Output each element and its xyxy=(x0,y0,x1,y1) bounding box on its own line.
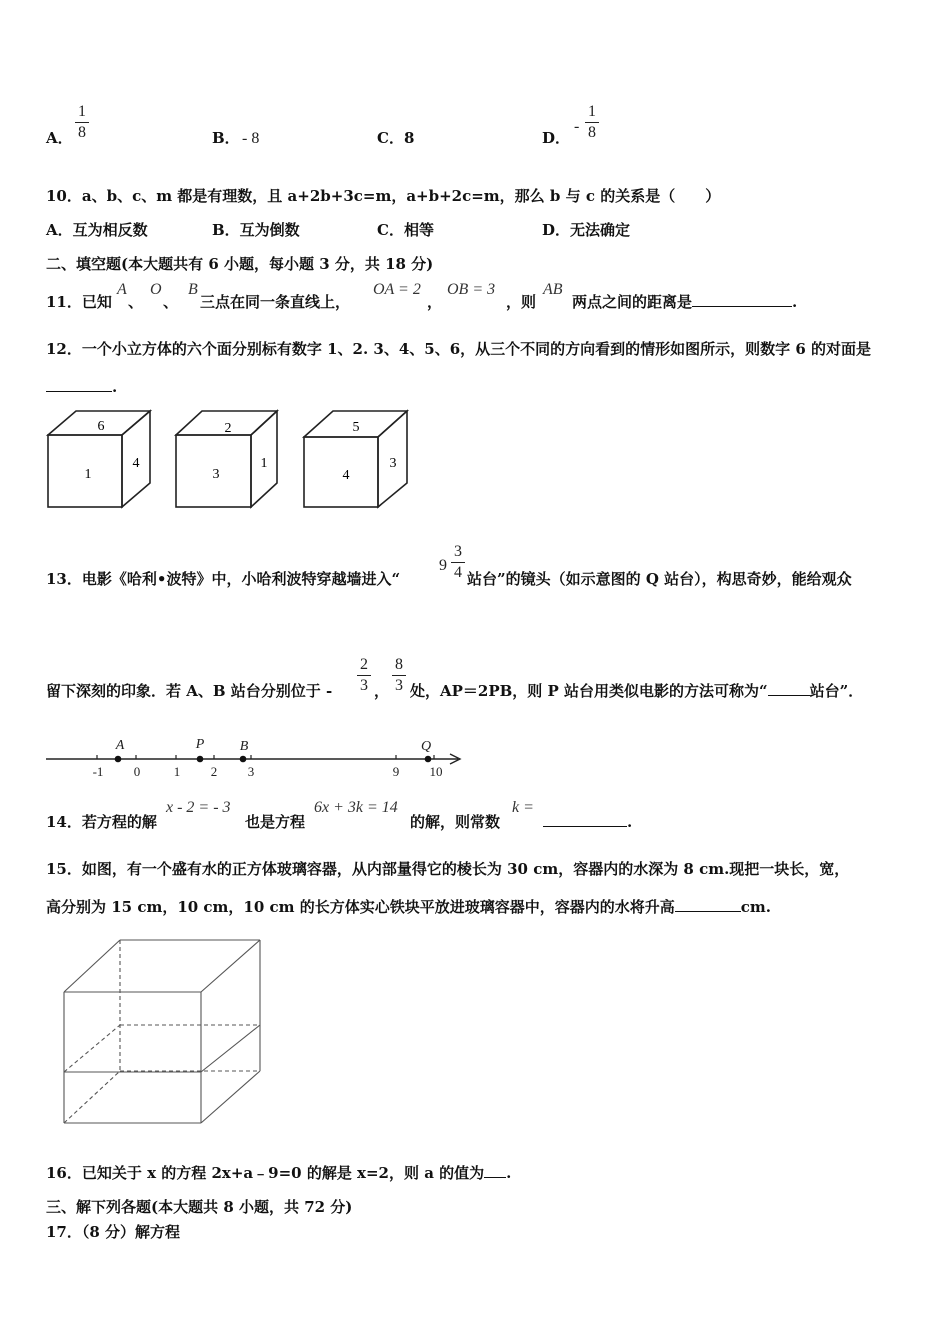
q10-option-d: D．无法确定 xyxy=(542,221,631,239)
tick-label: 10 xyxy=(429,764,443,779)
q11-ab: AB xyxy=(543,281,563,298)
fraction-denominator: 3 xyxy=(395,677,403,694)
q16 xyxy=(46,1164,511,1182)
q10-option-b: B．互为倒数 xyxy=(212,221,300,239)
cube-2-front: 3 xyxy=(212,467,220,482)
q14-prefix: 14．若方程的解 xyxy=(46,813,157,831)
q9-option-a-fraction xyxy=(75,103,89,142)
q11-answer-blank[interactable] xyxy=(692,306,792,307)
q11-point-o: O xyxy=(150,281,162,298)
q9-option-d-label: D． xyxy=(542,129,571,147)
fraction-numerator: 3 xyxy=(454,543,462,560)
cube-2-side: 1 xyxy=(260,456,268,471)
q14-end: . xyxy=(627,813,633,831)
q16-answer-blank[interactable] xyxy=(484,1177,506,1178)
section-3-heading: 三、解下列各题(本大题共 8 小题，共 72 分) xyxy=(46,1198,353,1216)
q9-option-b-value: - 8 xyxy=(242,130,260,147)
q10-option-c: C．相等 xyxy=(377,221,434,239)
tick-label: -1 xyxy=(92,764,104,779)
point-b-dot xyxy=(240,756,247,763)
fraction-numerator: 8 xyxy=(395,656,403,673)
q13-mixed-fraction xyxy=(451,543,465,582)
q13-mixed-whole: 9 xyxy=(439,557,447,574)
q12-answer-blank[interactable] xyxy=(46,391,112,392)
tick-label: 1 xyxy=(173,764,181,779)
q13-line2-a: 留下深刻的印象．若 A、B 站台分别位于 - xyxy=(46,682,333,700)
q9-option-a-label: A． xyxy=(46,129,73,147)
q16-end: . xyxy=(506,1164,512,1182)
q11-sep2: 、 xyxy=(163,293,179,311)
q16-text: 16．已知关于 x 的方程 2x+a﹣9=0 的解是 x=2，则 a 的值为 xyxy=(46,1164,485,1182)
tick-label: 2 xyxy=(210,764,218,779)
q13-line2-c: 站台”． xyxy=(809,682,864,700)
q11-then: ，则 xyxy=(506,293,537,311)
q13-comma: ， xyxy=(374,682,390,700)
q13-line1-a: 13．电影《哈利•波特》中，小哈利波特穿越墙进入“ xyxy=(46,570,401,588)
q11-oa: OA = 2 xyxy=(373,281,421,298)
q13-answer-blank[interactable] xyxy=(768,695,810,696)
q11-point-b: B xyxy=(188,281,198,298)
fraction-numerator: 1 xyxy=(78,103,86,120)
q13-fraction-b xyxy=(392,656,406,695)
cube-3-top: 5 xyxy=(352,420,360,435)
cube-3-side: 3 xyxy=(389,456,397,471)
q15-cube-container-figure xyxy=(56,932,272,1132)
cube-1-top: 6 xyxy=(97,419,105,434)
tick-label: 3 xyxy=(247,764,255,779)
q10-stem: 10．a、b、c、m 都是有理数，且 a+2b+3c=m，a+b+2c=m，那么 b 与 c 的关系是（ ） xyxy=(46,187,721,205)
q13-fraction-a xyxy=(357,656,371,695)
q13-line2-b-text: 处，AP＝2PB，则 P 站台用类似电影的方法可称为“ xyxy=(410,682,768,700)
q14-mid2: 的解，则常数 xyxy=(410,813,501,831)
q14-mid: 也是方程 xyxy=(245,813,306,831)
q13-line2-b xyxy=(410,682,863,700)
q15-line1: 15．如图，有一个盛有水的正方体玻璃容器，从内部量得它的棱长为 30 cm，容器内的水深为 8 cm.现把一块长，宽， xyxy=(46,860,850,878)
q11-mid: 三点在同一条直线上， xyxy=(200,293,351,311)
q12-line1: 12．一个小立方体的六个面分别标有数字 1、2. 3、4、5、6，从三个不同的方向看到的情形如图所示，则数字 6 的对面是 xyxy=(46,340,872,358)
point-label: Q xyxy=(420,739,432,754)
q15-line2 xyxy=(46,898,771,916)
section-2-heading: 二、填空题(本大题共有 6 小题，每小题 3 分，共 18 分) xyxy=(46,255,434,273)
cube-1-side: 4 xyxy=(132,456,140,471)
fraction-denominator: 8 xyxy=(588,124,596,141)
fraction-numerator: 1 xyxy=(588,103,596,120)
q14-eq1: x - 2 = - 3 xyxy=(166,799,231,816)
q11-prefix: 11．已知 xyxy=(46,293,112,311)
q11-end: . xyxy=(792,293,798,311)
q11-sep1: 、 xyxy=(128,293,144,311)
q14-answer xyxy=(543,813,632,831)
q9-option-c: C．8 xyxy=(377,129,415,147)
q15-unit: cm. xyxy=(740,898,771,916)
q11-ob: OB = 3 xyxy=(447,281,496,298)
point-label: P xyxy=(195,737,205,752)
cube-2-top: 2 xyxy=(224,421,232,436)
fraction-denominator: 3 xyxy=(360,677,368,694)
fraction-denominator: 4 xyxy=(454,564,462,581)
q13-number-line xyxy=(40,733,470,783)
fraction-numerator: 2 xyxy=(360,656,368,673)
q9-option-d-sign: - xyxy=(574,118,580,135)
q11-comma: ， xyxy=(427,293,443,311)
fraction-denominator: 8 xyxy=(78,124,86,141)
q14-eq2: 6x + 3k = 14 xyxy=(314,799,398,816)
q12-end: . xyxy=(112,378,118,396)
q9-option-d-fraction xyxy=(585,103,599,142)
q13-line1-b: 站台”的镜头（如示意图的 Q 站台），构思奇妙，能给观众 xyxy=(467,570,852,588)
cube-3-front: 4 xyxy=(342,468,350,483)
q9-option-b-label: B． xyxy=(212,129,240,147)
q14-answer-blank[interactable] xyxy=(543,826,627,827)
q17-title: 17．（8 分）解方程 xyxy=(46,1223,181,1241)
q15-line2-text: 高分别为 15 cm，10 cm，10 cm 的长方体实心铁块平放进玻璃容器中，容器内的水将升高 xyxy=(46,898,675,916)
point-label: A xyxy=(115,738,125,753)
cube-1-front: 1 xyxy=(84,467,92,482)
q10-option-a: A．互为相反数 xyxy=(46,221,148,239)
q12-line2 xyxy=(46,378,117,396)
tick-label: 9 xyxy=(392,764,400,779)
point-q-dot xyxy=(425,756,432,763)
q11-point-a: A xyxy=(117,281,127,298)
q11-suffix-text: 两点之间的距离是 xyxy=(572,293,693,311)
q11-suffix xyxy=(572,293,797,311)
q15-answer-blank[interactable] xyxy=(675,911,741,912)
point-a-dot xyxy=(115,756,122,763)
point-label: B xyxy=(239,739,249,754)
q14-k: k = xyxy=(512,799,534,816)
q12-cubes-figure xyxy=(40,405,420,515)
tick-label: 0 xyxy=(133,764,141,779)
point-p-dot xyxy=(197,756,204,763)
